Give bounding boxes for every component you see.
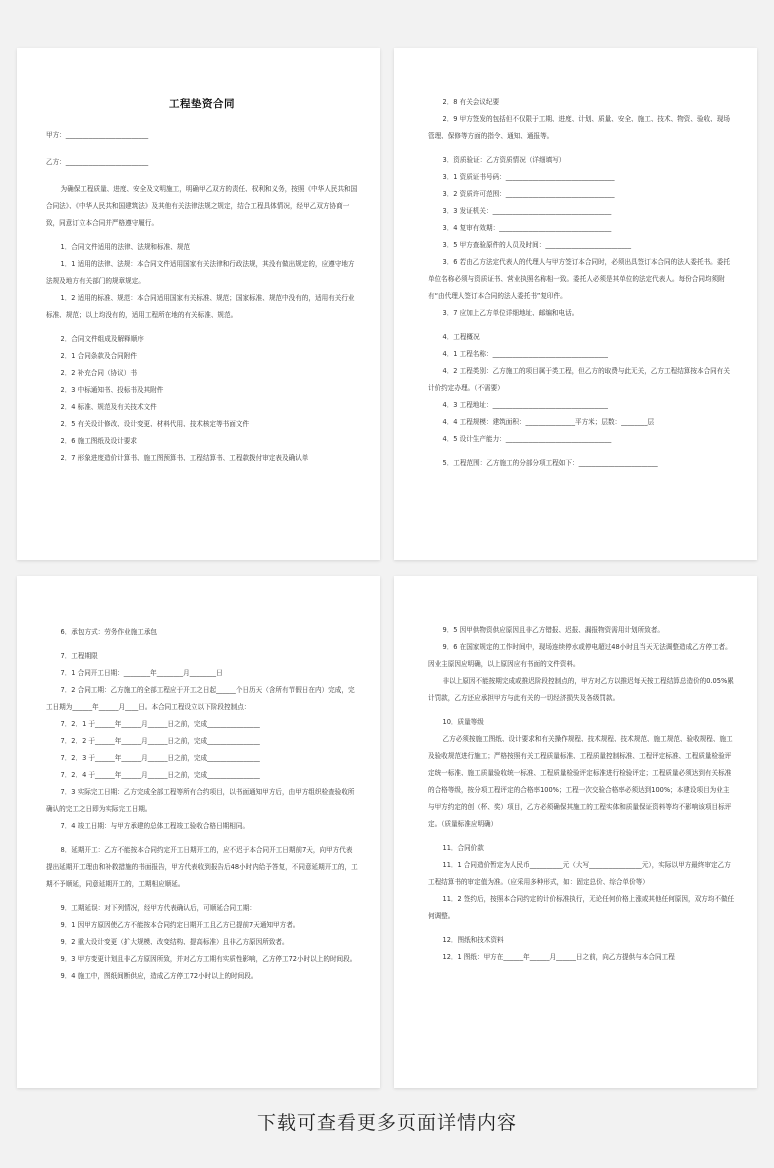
clause: 2．7 形象进度造价计算书、施工图预算书、工程结算书、工程款拨付审定表及确认单 bbox=[60, 454, 309, 462]
clause: 3．2 资质许可范围：_________________________________ bbox=[442, 190, 615, 198]
clause-heading: 4．工程概况 bbox=[442, 333, 480, 341]
document-page-1 bbox=[17, 48, 380, 560]
clause: 9．6 在国家规定的工作时间中，现场连续停水或停电超过48小时且当天无法调整造成乙方停工者。因业主原因应明确，以上原因应有书面的文件资料。 bbox=[428, 643, 732, 668]
clause: 9．5 因甲供物资供应原因且非乙方错报、迟报、漏报物资需用计划所致者。 bbox=[442, 626, 665, 634]
clause: 1．1 适用的法律、法规：本合同文件适用国家有关法律和行政法规，其没有做出规定的，应遵守地方法规及地方有关部门的规章规定。 bbox=[46, 260, 355, 285]
clause: 3．7 应加上乙方单位详细地址、邮编和电话。 bbox=[442, 309, 579, 317]
preamble: 为确保工程质量、进度、安全及文明施工，明确甲乙双方的责任、权利和义务，按照《中华人民共和国合同法》、《中华人民共和国建筑法》及其他有关法律法规之规定，结合工程具体情况，经甲乙双方协商一致，同意订立本合同并严格遵守履行。 bbox=[46, 185, 358, 227]
clause: 9．2 重大设计变更（扩大规模、改变结构、提高标准）且非乙方原因所致者。 bbox=[60, 938, 289, 946]
clause-heading: 11．合同价款 bbox=[442, 844, 484, 852]
clause: 2．4 标准、规范及有关技术文件 bbox=[60, 403, 157, 411]
clause: 7．1 合同开工日期：________年________月________日 bbox=[60, 669, 223, 677]
clause-heading: 3．资质验证：乙方资质情况（详细填写） bbox=[442, 156, 566, 164]
clause: 3．4 复审有效期：__________________________________ bbox=[442, 224, 612, 232]
clause: 2．2 补充合同（协议）书 bbox=[60, 369, 137, 377]
clause: 7．2．1 于______年______月______日之前，完成________________ bbox=[60, 720, 260, 728]
clause: 乙方必须按施工图纸、设计要求和有关操作规程、技术规程、技术规范、施工规范、验收规程、施工及验收规范进行施工；严格按照有关工程质量标准、工程质量控制标准、工程评定标准、工程质量检验评定统一标准、施工质量验收统一标准、工程质量检验评定标准进行检验评定；工程质量必须达到有关标准的合格等级，按分项工程评定的合格率100%；工程一次交验合格率必须达到100%；本建设项目为业主与甲方约定的创（杯、奖）项目，乙方必须确保其施工的工程实体和质量保证资料等均不影响该项目标评定。（质量标准应明确） bbox=[428, 735, 733, 828]
document-page-4 bbox=[394, 576, 757, 1088]
clause: 3．3 发证机关：____________________________________ bbox=[442, 207, 612, 215]
clause: 9．3 甲方变更计划且非乙方原因所致，并对乙方工期有实质性影响，乙方停工72小时以上的时间段。 bbox=[60, 955, 357, 963]
clause: 11．2 签约后，按照本合同约定的计价标准执行，无论任何价格上涨或其他任何原因，双方均不做任何调整。 bbox=[428, 895, 735, 920]
clause: 2．5 有关设计修改、设计变更、材料代用、技术核定等书面文件 bbox=[60, 420, 250, 428]
clause-heading: 1．合同文件适用的法律、法规和标准、规范 bbox=[60, 243, 190, 251]
party-a-line: 甲方：_________________________ bbox=[46, 131, 149, 139]
clause-heading: 5．工程范围：乙方施工的分部分项工程如下：________________________ bbox=[442, 459, 658, 467]
clause: 3．1 资质证书号码：_________________________________ bbox=[442, 173, 615, 181]
clause: 4．3 工程地址：___________________________________ bbox=[442, 401, 608, 409]
clause: 4．4 工程规模：建筑面积：_______________平方米；层数：________层 bbox=[442, 418, 655, 426]
clause: 非以上原因不能按期完成或推迟阶段控制点的，甲方对乙方以推迟每天按工程结算总造价的0.05%累计罚款，乙方还应承担甲方与此有关的一切经济损失及各级罚款。 bbox=[428, 677, 734, 702]
clause: 8．延期开工：乙方不能按本合同约定开工日期开工的，应不迟于本合同开工日期前7天，向甲方代表提出延期开工理由和补救措施的书面报告，甲方代表收到报告后48小时内给予答复，不同意延期开工的，工期不予顺延，同意延期开工的，工期相应顺延。 bbox=[46, 846, 358, 888]
clause: 2．1 合同条款及合同附件 bbox=[60, 352, 137, 360]
contract-title: 工程垫资合同 bbox=[169, 98, 235, 110]
clause: 2．9 甲方签发的包括但不仅限于工期、进度、计划、质量、安全、施工、技术、物资、验收、现场管理、保修等方面的指令、通知、通报等。 bbox=[428, 115, 730, 140]
clause: 3．6 若由乙方法定代表人的代理人与甲方签订本合同时，必须出具签订本合同的法人委托书。委托单位名称必须与资质证书、营业执照名称相一致。委托人必须是其单位的法定代表人。每份合同均须附有“由代理人签订本合同的法人委托书”复印件。 bbox=[428, 258, 730, 300]
clause: 2．6 施工图纸及设计要求 bbox=[60, 437, 137, 445]
clause: 11．1 合同造价暂定为人民币__________元（大写________________元），实际以甲方最终审定乙方工程结算书的审定值为准。（应采用多种形式，如：固定总价、综合单价等） bbox=[428, 861, 731, 886]
clause: 9．1 因甲方原因使乙方不能按本合同约定日期开工且乙方已提前7天通知甲方者。 bbox=[60, 921, 300, 929]
clause-heading: 2．合同文件组成及解释顺序 bbox=[60, 335, 144, 343]
document-page-2 bbox=[394, 48, 757, 560]
clause: 4．5 设计生产能力：________________________________ bbox=[442, 435, 612, 443]
clause: 2．8 有关会议纪要 bbox=[442, 98, 500, 106]
clause-heading: 6．承包方式：劳务作业施工承包 bbox=[60, 628, 158, 636]
clause: 4．2 工程类别：乙方施工的项目属于类工程，但乙方的取费与此无关，乙方工程结算按本合同有关计价约定办理。（不需要） bbox=[428, 367, 730, 392]
download-more-caption[interactable]: 下载可查看更多页面详情内容 bbox=[256, 1112, 517, 1134]
clause: 7．2 合同工期：乙方施工的全部工程应于开工之日起______个日历天（含所有节假日在内）完成，完工日期为______年______月____日。本合同工程设立以下阶段控制点： bbox=[46, 686, 355, 711]
clause-heading: 9．工期延误：对下列情况，经甲方代表确认后，可顺延合同工期： bbox=[60, 904, 256, 912]
clause: 7．3 实际完工日期：乙方完成全部工程等所有合约项目，以书面通知甲方后，由甲方组织检查验收所确认的完工之日即为实际完工日期。 bbox=[46, 788, 355, 813]
clause: 1．2 适用的标准、规范：本合同适用国家有关标准、规范；国家标准、规范中没有的，适用有关行业标准、规范；以上均没有的，适用工程所在地的有关标准、规范。 bbox=[46, 294, 355, 319]
clause: 7．2．3 于______年______月______日之前，完成________________ bbox=[60, 754, 260, 762]
clause: 2．3 中标通知书、投标书及其附件 bbox=[60, 386, 164, 394]
clause-heading: 10．质量等级 bbox=[442, 718, 484, 726]
clause-heading: 12．图纸和技术资料 bbox=[442, 936, 504, 944]
clause: 3．5 甲方查验原件的人员及时间：__________________________ bbox=[442, 241, 632, 249]
clause: 12．1 图纸：甲方在______年______月______日之前，向乙方提供与本合同工程 bbox=[442, 953, 675, 961]
clause-heading: 7．工程期限 bbox=[60, 652, 98, 660]
clause: 9．4 施工中，图纸间断供应，造成乙方停工72小时以上的时间段。 bbox=[60, 972, 258, 980]
party-b-line: 乙方：_________________________ bbox=[46, 158, 149, 166]
clause: 7．2．2 于______年______月______日之前，完成________________ bbox=[60, 737, 260, 745]
clause: 7．2．4 于______年______月______日之前，完成________________ bbox=[60, 771, 260, 779]
document-page-3 bbox=[17, 576, 380, 1088]
clause: 7．4 竣工日期：与甲方承建的总体工程竣工验收合格日期相同。 bbox=[60, 822, 250, 830]
clause: 4．1 工程名称：___________________________________ bbox=[442, 350, 608, 358]
